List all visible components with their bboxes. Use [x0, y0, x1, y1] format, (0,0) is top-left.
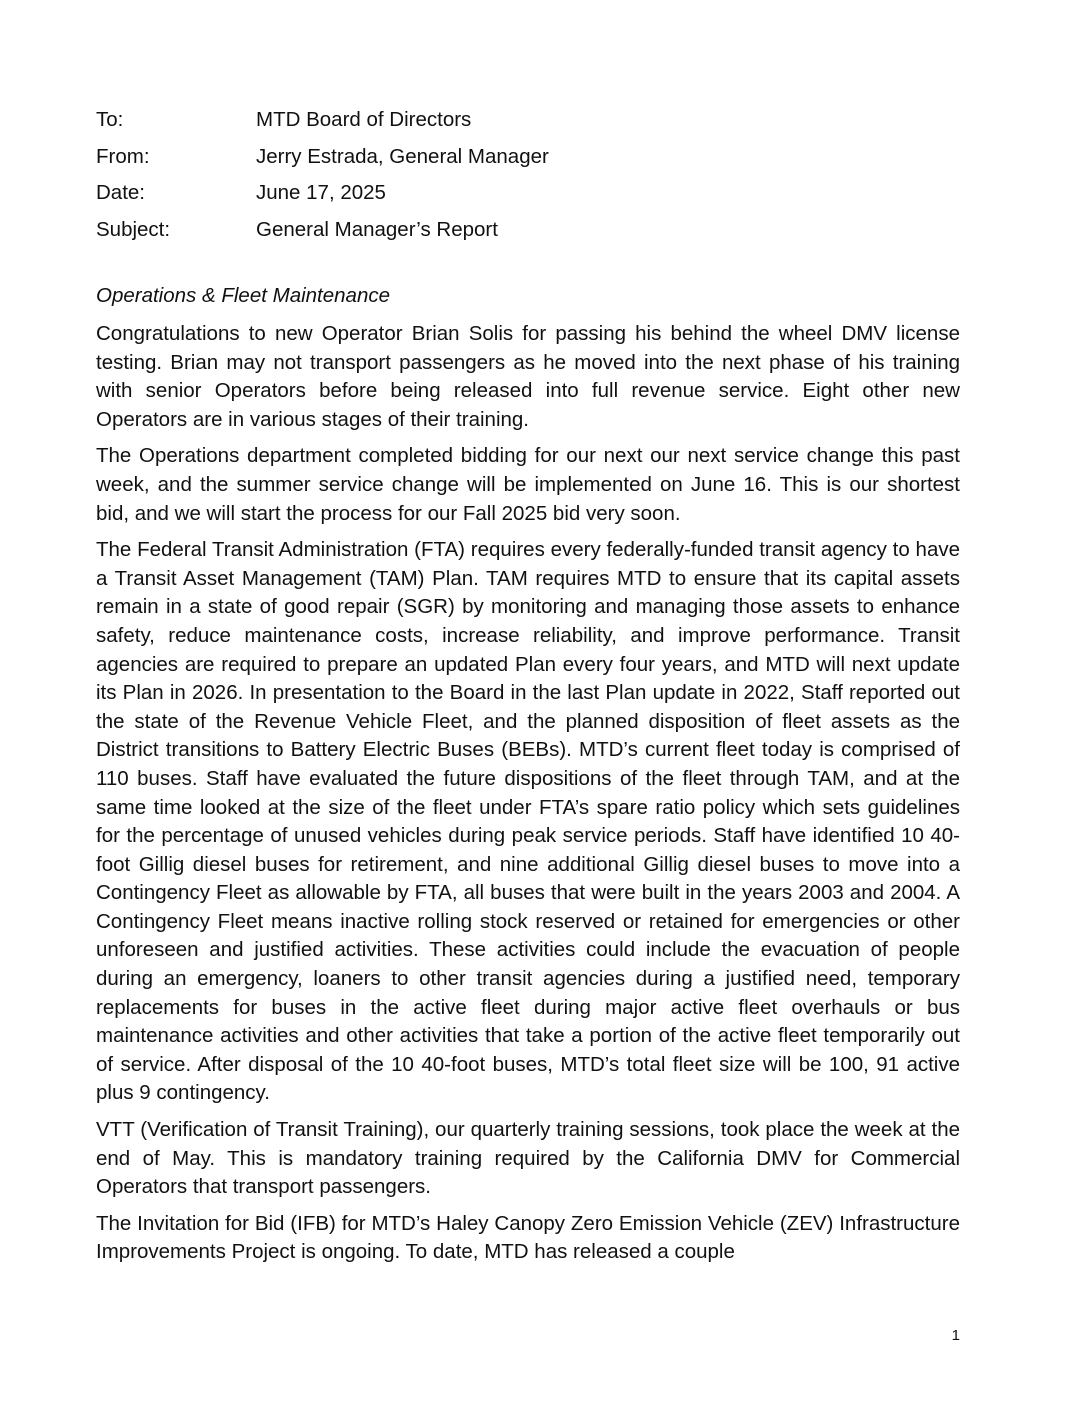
- paragraph-vtt-training: VTT (Verification of Transit Training), our quarterly training sessions, took place the week at the end of May. This is mandatory training required by the California DMV for Commercial Operators that transport passengers.: [96, 1118, 960, 1199]
- paragraph-tam-plan: The Federal Transit Administration (FTA) requires every federally-funded transit agency to have a Transit Asset Management (TAM) Plan. TAM requires MTD to ensure that its capital assets remain in a state of good repair (SGR) by monitoring and managing those assets to enhance safety, reduce maintenance costs, increase reliability, and improve performance. Transit agencies are required to prepare an updated Plan every four years, and MTD will next update its Plan in 2026. In presentation to the Board in the last Plan update in 2022, Staff reported out the state of the Revenue Vehicle Fleet, and the planned disposition of fleet assets as the District transitions to Battery Electric Buses (BEBs). MTD’s current fleet today is comprised of 110 buses. Staff have evaluated the future dispositions of the fleet through TAM, and at the same time looked at the size of the fleet under FTA’s spare ratio policy which sets guidelines for the percentage of unused vehicles during peak service periods. Staff have identified 10 40-foot Gillig diesel buses for retirement, and nine additional Gillig diesel buses to move into a Contingency Fleet as allowable by FTA, all buses that were built in the years 2003 and 2004. A Contingency Fleet means inactive rolling stock reserved or retained for emergencies or other unforeseen and justified activities. These activities could include the evacuation of people during an emergency, loaners to other transit agencies during a justified need, temporary replacements for buses in the active fleet during major active fleet overhauls or bus maintenance activities and other activities that take a portion of the active fleet temporarily out of service. After disposal of the 10 40-foot buses, MTD’s total fleet size will be 100, 91 active plus 9 contingency.: [96, 538, 960, 1105]
- memo-subject-label: Subject:: [96, 217, 171, 241]
- memo-to-label: To:: [96, 108, 124, 131]
- memo-date-label: Date:: [96, 181, 145, 204]
- memo-from-value: Jerry Estrada, General Manager: [256, 144, 549, 168]
- paragraph-operator-training: Congratulations to new Operator Brian Solis for passing his behind the wheel DMV license testing. Brian may not transport passengers as he moved into the next phase of his training with senior Operators before being released into full revenue service. Eight other new Operators are in various stages of their training.: [96, 322, 960, 431]
- page-number: 1: [951, 1327, 960, 1344]
- memo-subject-row: [96, 216, 896, 253]
- memo-from-label: From:: [96, 144, 150, 168]
- memo-from-row: [96, 143, 896, 180]
- paragraph-service-change: The Operations department completed bidding for our next our next service change this past week, and the summer service change will be implemented on June 16. This is our shortest bid, and we will start the process for our Fall 2025 bid very soon.: [96, 444, 960, 525]
- memo-date-value: June 17, 2025: [256, 181, 386, 204]
- section-heading: Operations & Fleet Maintenance: [96, 284, 390, 307]
- section-body: [96, 320, 960, 1275]
- memo-to-value: MTD Board of Directors: [256, 108, 472, 131]
- memo-to-row: [96, 106, 896, 143]
- memo-header: [96, 106, 896, 252]
- paragraph-ifb-canopy: The Invitation for Bid (IFB) for MTD’s Haley Canopy Zero Emission Vehicle (ZEV) Infrastructure Improvements Project is ongoing. To date, MTD has released a couple: [96, 1211, 960, 1264]
- memo-subject-value: General Manager’s Report: [256, 217, 498, 241]
- memo-date-row: [96, 179, 896, 216]
